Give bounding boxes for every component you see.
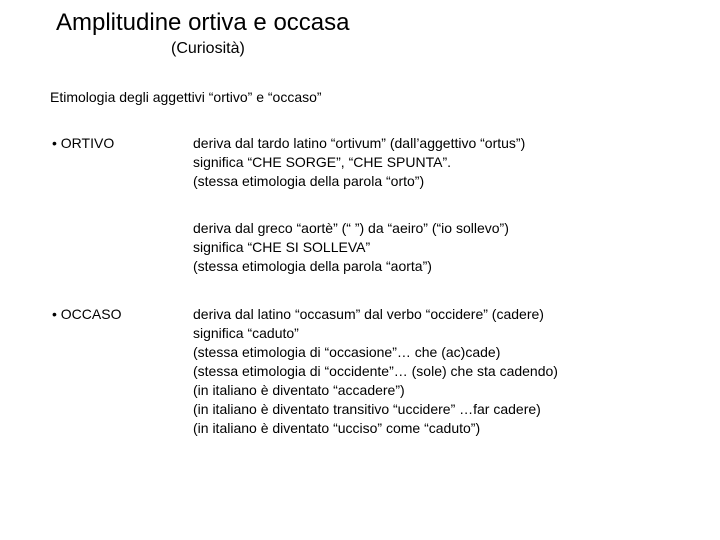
slide-subtitle: (Curiosità) bbox=[171, 40, 245, 57]
etymology-line: deriva dal latino “occasum” dal verbo “occidere” (cadere) bbox=[193, 306, 544, 322]
italian-derivation-line: (in italiano è diventato “accadere”) bbox=[193, 382, 405, 398]
related-word-line: (stessa etimologia della parola “orto”) bbox=[193, 173, 425, 189]
occaso-etymology bbox=[193, 305, 558, 438]
meaning-line: significa “caduto” bbox=[193, 325, 299, 341]
italian-derivation-line: (in italiano è diventato “ucciso” come “caduto”) bbox=[193, 420, 481, 436]
related-word-line: (stessa etimologia di “occasione”… che (ac)cade) bbox=[193, 344, 501, 360]
ortivo-greek-etymology bbox=[193, 219, 509, 276]
italian-derivation-line: (in italiano è diventato transitivo “uccidere” …far cadere) bbox=[193, 401, 541, 417]
meaning-line: significa “CHE SI SOLLEVA” bbox=[193, 239, 371, 255]
term-ortivo: • ORTIVO bbox=[52, 135, 115, 151]
etymology-line: deriva dal tardo latino “ortivum” (dall’aggettivo “ortus”) bbox=[193, 135, 526, 151]
term-occaso: • OCCASO bbox=[52, 306, 122, 322]
related-word-line: (stessa etimologia di “occidente”… (sole) che sta cadendo) bbox=[193, 363, 558, 379]
related-word-line: (stessa etimologia della parola “aorta”) bbox=[193, 258, 432, 274]
section-heading: Etimologia degli aggettivi “ortivo” e “occaso” bbox=[50, 89, 322, 105]
slide-title: Amplitudine ortiva e occasa bbox=[56, 9, 350, 36]
ortivo-latin-etymology bbox=[193, 134, 525, 191]
meaning-line: significa “CHE SORGE”, “CHE SPUNTA”. bbox=[193, 154, 451, 170]
etymology-line: deriva dal greco “aortè” (“ ”) da “aeiro” (“io sollevo”) bbox=[193, 220, 509, 236]
